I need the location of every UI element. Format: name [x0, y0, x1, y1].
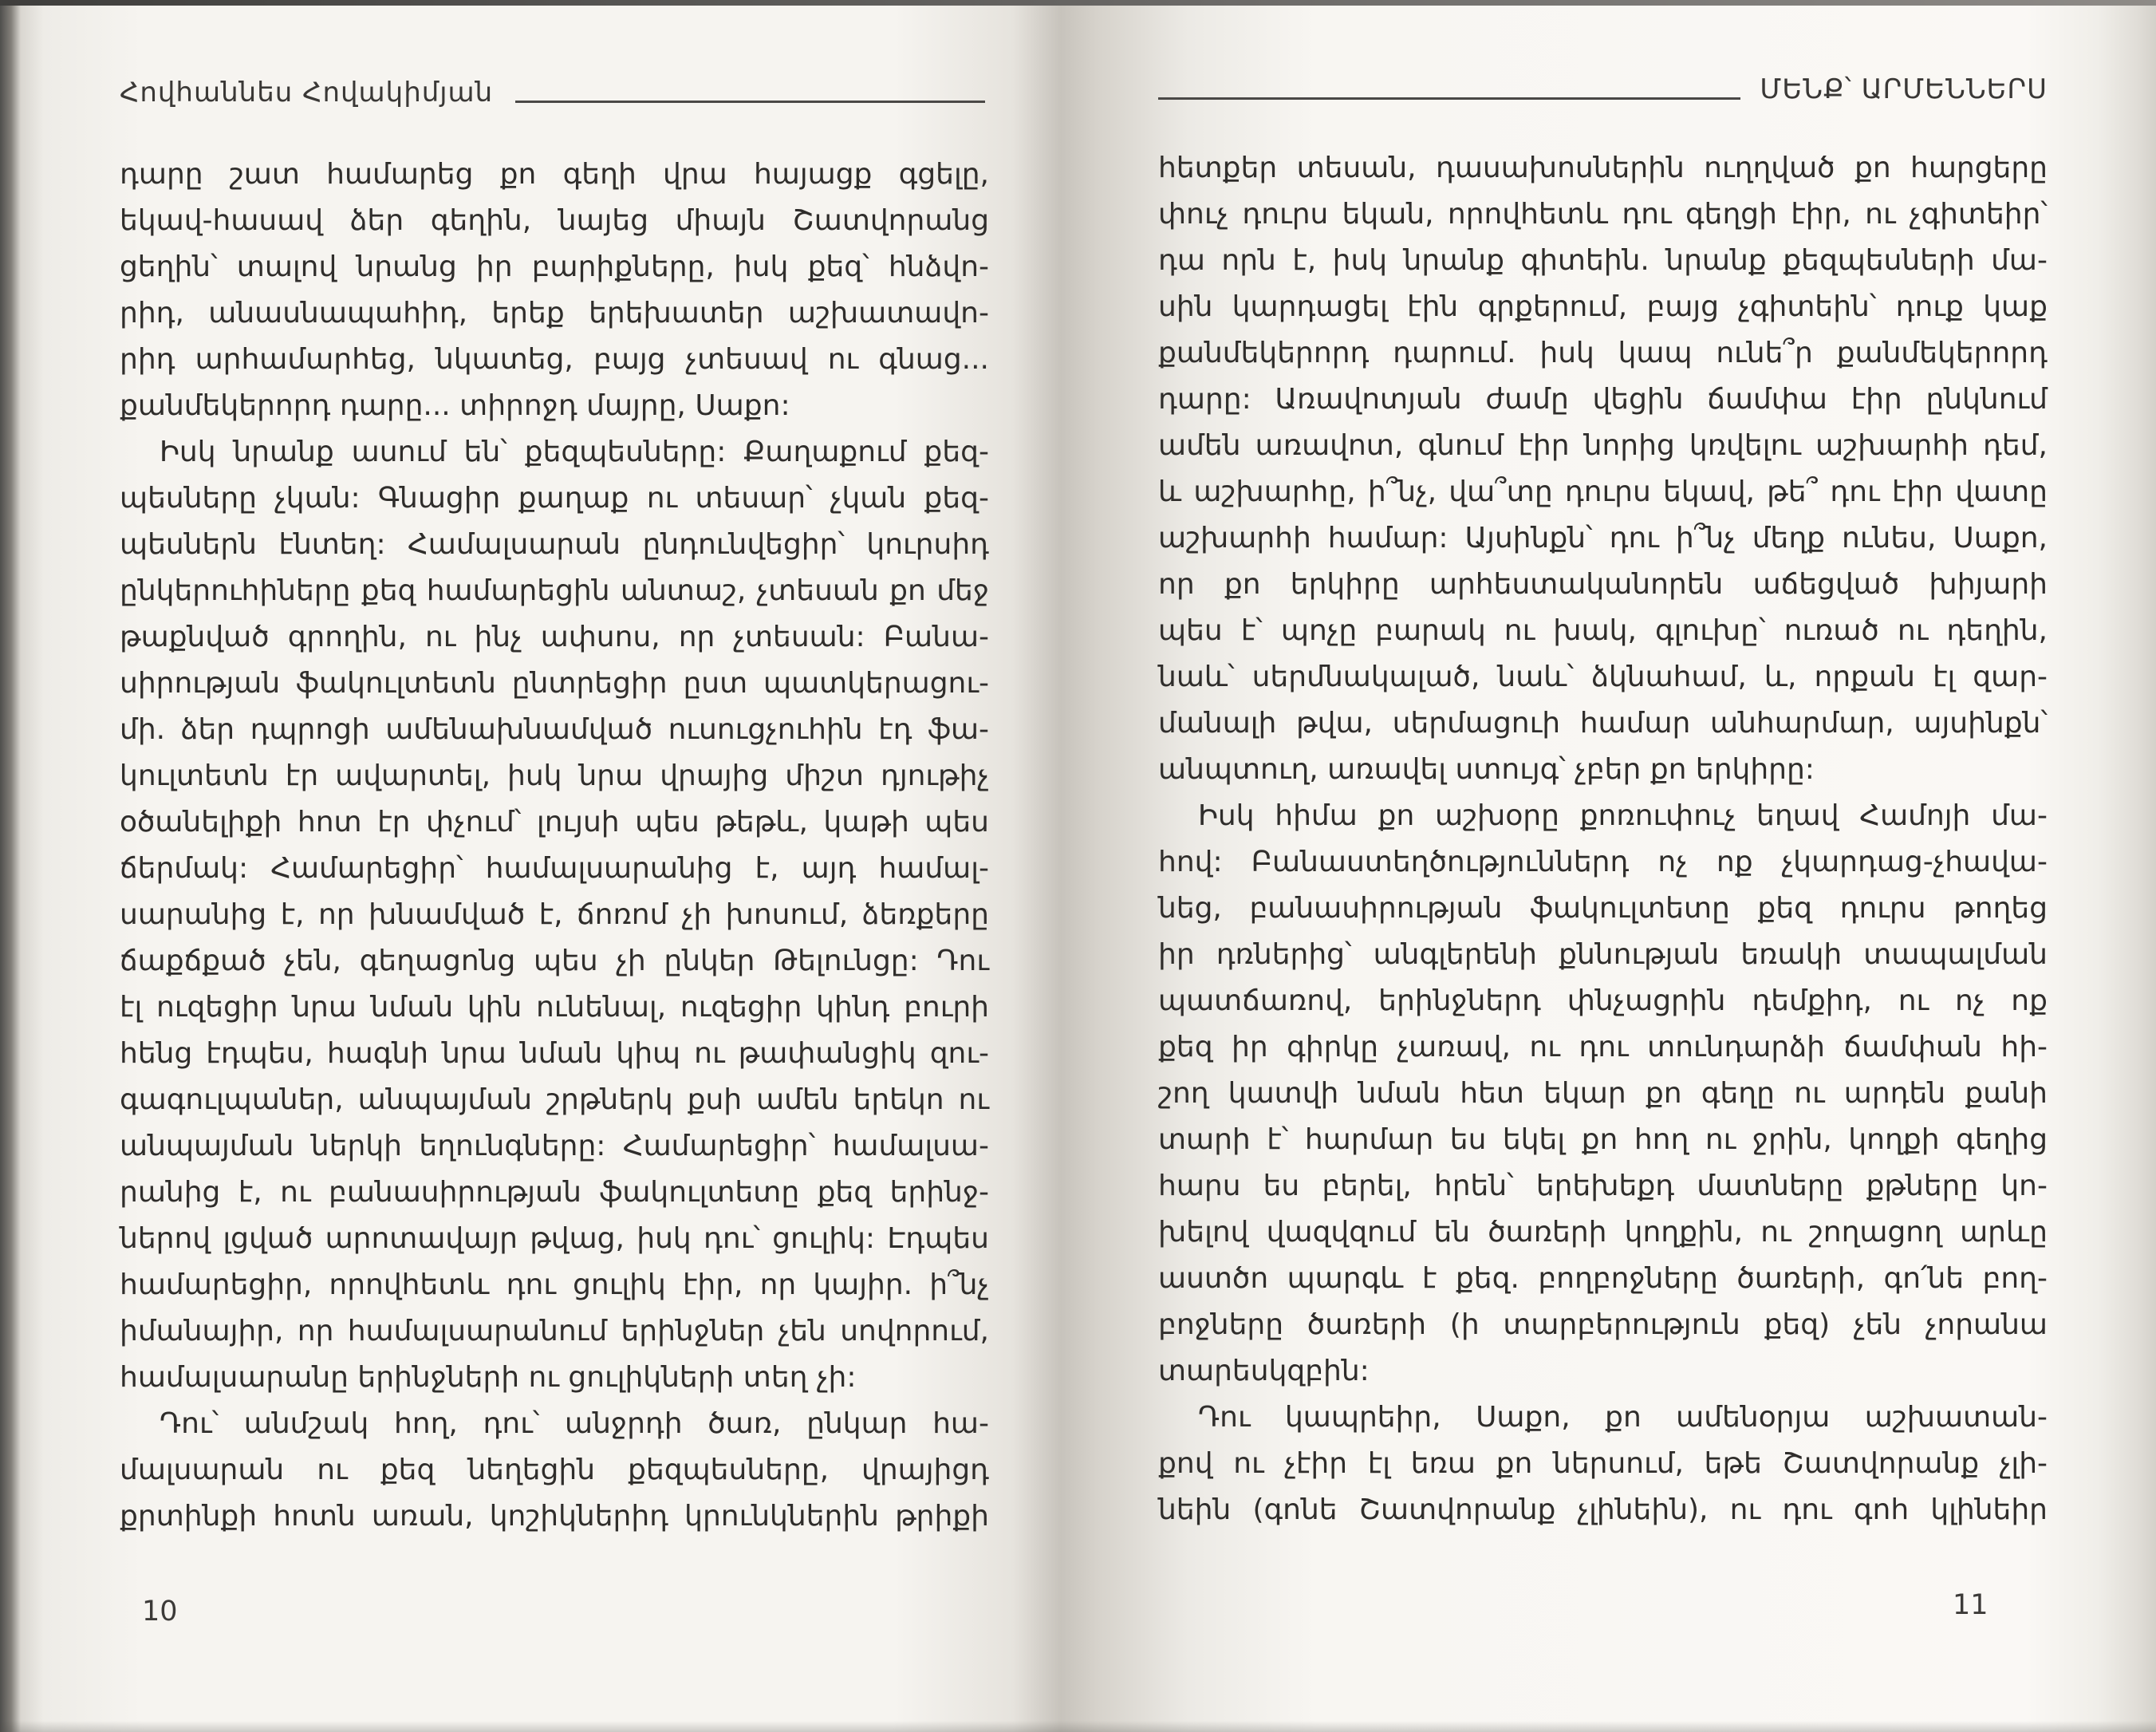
text-line: պես է՝ պոչը բարակ ու խակ, գլուխը՝ ուռած ու դեղին, [1158, 614, 2048, 647]
text-line: նեց, բանասիրության ֆակուլտետը քեզ դուրս թողեց [1158, 892, 2048, 925]
text-line: քանմեկերորդ դարում. իսկ կապ ունե՞ր քանմեկերորդ [1158, 337, 2048, 369]
text-line: մի. ձեր դպրոցի ամենախնամված ուսուցչուհին էդ ֆա- [120, 713, 989, 746]
text-line: նաև՝ սերմնակալած, նաև՝ ձկնահամ, և, որքան էլ զար- [1158, 661, 2048, 693]
text-line: դարը: Առավոտյան ժամը վեցին ճամփա էիր ընկնում [1158, 383, 2048, 416]
text-line: բոջները ծառերի (ի տարբերություն քեզ) չեն չորանա [1158, 1308, 2048, 1341]
text-line: ամեն առավոտ, գնում էիր նորից կռվելու աշխարհի դեմ, [1158, 429, 2048, 462]
text-line: համարեցիր, որովհետև դու ցուլիկ էիր, որ կայիր. ի՞նչ [120, 1268, 989, 1301]
text-line: րիդ, անասնապահիդ, երեք երեխատեր աշխատավո- [120, 297, 989, 329]
text-line: թաքնված գրողին, ու ինչ ափսոս, որ չտեսան: Բանա- [120, 621, 989, 653]
text-line: սին կարդացել էին գրքերում, բայց չգիտեին՝ դուք կաք [1158, 290, 2048, 323]
text-line: պեսներն էնտեղ: Համալսարան ընդունվեցիր՝ կուրսիդ [120, 528, 989, 561]
left-page-text [120, 152, 989, 1540]
text-line: քեզ իր գիրկը չառավ, ու դու տունդարձի ճամփան հի- [1158, 1031, 2048, 1063]
text-line: փուչ դուրս եկան, որովհետև դու գեղցի էիր, ու չգիտեիր՝ [1158, 198, 2048, 231]
text-line: րանից է, ու բանասիրության ֆակուլտետը քեզ երինջ- [120, 1176, 989, 1209]
text-line: ցեղին՝ տալով նրանց իր բարիքները, իսկ քեզ՝ հնձվո- [120, 251, 989, 283]
text-line: անպայման ներկի եղունգները: Համարեցիր՝ համալսա- [120, 1130, 989, 1162]
left-header-rule [515, 101, 985, 103]
left-page-header [120, 77, 985, 108]
text-line: հետքեր տեսան, դասախոսներին ուղղված քո հարցերը [1158, 152, 2048, 184]
text-line: Դու՝ անմշակ հող, դու՝ անջրդի ծառ, ընկար հա- [160, 1407, 989, 1440]
text-line: Իսկ նրանք ասում են՝ քեզպեսները: Քաղաքում քեզ- [160, 436, 989, 468]
text-line: աստծո պարգև է քեզ. բողբոջները ծառերի, գո՛նե բող- [1158, 1262, 2048, 1295]
text-line: դա որն է, իսկ նրանք գիտեին. նրանք քեզպեսների մա- [1158, 244, 2048, 277]
text-line: ճաքճքած չեն, գեղացոնց պես չի ընկեր Թելունցը: Դու [120, 945, 989, 977]
text-line: իմանայիր, որ համալսարանում երինջներ չեն սովորում, [120, 1315, 989, 1347]
text-line: քրտինքի հոտն առան, կոշիկներիդ կրունկներին թրիքի [120, 1500, 989, 1533]
text-line: մանալի թվա, սերմացուի համար անհարմար, այսինքն՝ [1158, 707, 2048, 740]
paragraph [1158, 145, 2048, 793]
text-line: շող կատվի նման հետ եկար քո գեղը ու արդեն քանի [1158, 1077, 2048, 1110]
text-line: խելով վազվզում են ծառերի կողքին, ու շողացող արևը [1158, 1216, 2048, 1249]
scan-top-edge [0, 0, 2156, 6]
text-line: որ քո երկիրը արհեստականորեն աճեցված խիյարի [1158, 568, 2048, 601]
right-page-number: 11 [1953, 1589, 1988, 1621]
paragraph [1158, 1395, 2048, 1533]
text-line: պեսները չկան: Գնացիր քաղաք ու տեսար՝ չկան քեզ- [120, 482, 989, 515]
right-header-rule [1158, 97, 1740, 100]
scan-bottom-shade [0, 1721, 2156, 1732]
text-line: համալսարանը երինջների ու ցուլիկների տեղ չի: [120, 1361, 857, 1394]
text-line: սարանից է, որ խնամված է, ճոռոմ չի խոսում, ձեռքերը [120, 898, 989, 931]
paragraph [1158, 793, 2048, 1395]
text-line: հով: Բանաստեղծություններդ ոչ ոք չկարդաց-չհավա- [1158, 846, 2048, 878]
right-page-header-text: ՄԵՆՔ՝ ԱՐՄԵՆՆԵՐՍ [1760, 73, 2048, 105]
text-line: ընկերուհիները քեզ համարեցին անտաշ, չտեսան քո մեջ [120, 574, 989, 607]
text-line: հենց էդպես, հագնի նրա նման կիպ ու թափանցիկ զու- [120, 1037, 989, 1070]
paragraph [120, 152, 989, 429]
text-line: տարեսկզբին: [1158, 1355, 1370, 1387]
text-line: եկավ-հասավ ձեր գեղին, նայեց միայն Շատվորանց [120, 204, 989, 237]
text-line: ներով լցված արոտավայր թվաց, իսկ դու՝ ցուլիկ: Էդպես [120, 1222, 989, 1255]
left-page-header-text: Հովհաննես Հովակիմյան [120, 77, 494, 108]
text-line: դարը շատ համարեց քո գեղի վրա հայացք գցելը, [120, 158, 989, 191]
text-line: տարի է՝ հարմար ես եկել քո հող ու ջրին, կողքի գեղից [1158, 1123, 2048, 1156]
text-line: հարս ես բերել, հրեն՝ երեխեքդ մատները քթները կո- [1158, 1170, 2048, 1202]
text-line: Դու կապրեիր, Սաքո, քո ամենօրյա աշխատան- [1198, 1401, 2048, 1434]
right-page-text [1158, 145, 2048, 1533]
text-line: մալսարան ու քեզ նեղեցին քեզպեսները, վրայիցդ [120, 1454, 989, 1486]
text-line: և աշխարհը, ի՞նչ, վա՞տը դուրս եկավ, թե՞ դու էիր վատը [1158, 475, 2048, 508]
text-line: սիրության ֆակուլտետն ընտրեցիր ըստ պատկերացու- [120, 667, 989, 700]
text-line: քով ու չէիր էլ եռա քո ներսում, եթե Շատվորանք չլի- [1158, 1447, 2048, 1480]
text-line: կուլտետն էր ավարտել, իսկ նրա վրայից միշտ դյութիչ [120, 759, 989, 792]
text-line: նեին (գոնե Շատվորանք չլինեին), ու դու գոհ կլինեիր [1158, 1493, 2048, 1526]
text-line: գագուլպաներ, անպայման շրթներկ քսի ամեն երեկո ու [120, 1083, 989, 1116]
text-line: րիդ արհամարհեց, նկատեց, բայց չտեսավ ու գնաց... [120, 343, 989, 376]
left-page-number: 10 [142, 1596, 178, 1627]
paragraph [120, 1401, 989, 1540]
text-line: էլ ուզեցիր նրա նման կին ունենալ, ուզեցիր կինդ բուրի [120, 991, 989, 1024]
text-line: Իսկ հիմա քո աշխօրը քոռուփուչ եղավ Համոյի մա- [1198, 799, 2048, 832]
text-line: ճերմակ: Համարեցիր՝ համալսարանից է, այդ համալ- [120, 852, 989, 885]
right-page-header [1158, 73, 2048, 105]
text-line: իր դռներից՝ անգլերենի քննության եռակի տապալման [1158, 938, 2048, 971]
text-line: անպտուղ, առավել ստույգ՝ չբեր քո երկիրը: [1158, 753, 1815, 786]
text-line: աշխարհի համար: Այսինքն՝ դու ի՞նչ մեղք ունես, Սաքո, [1158, 522, 2048, 554]
text-line: քանմեկերորդ դարը... տիրոջդ մայրը, Սաքո: [120, 389, 790, 422]
paragraph [120, 429, 989, 1401]
text-line: օծանելիքի հոտ էր փչում՝ լույսի պես թեթև, կաթի պես [120, 806, 989, 838]
text-line: պատճառով, երինջներդ փնչացրին դեմքիդ, ու ոչ ոք [1158, 984, 2048, 1017]
